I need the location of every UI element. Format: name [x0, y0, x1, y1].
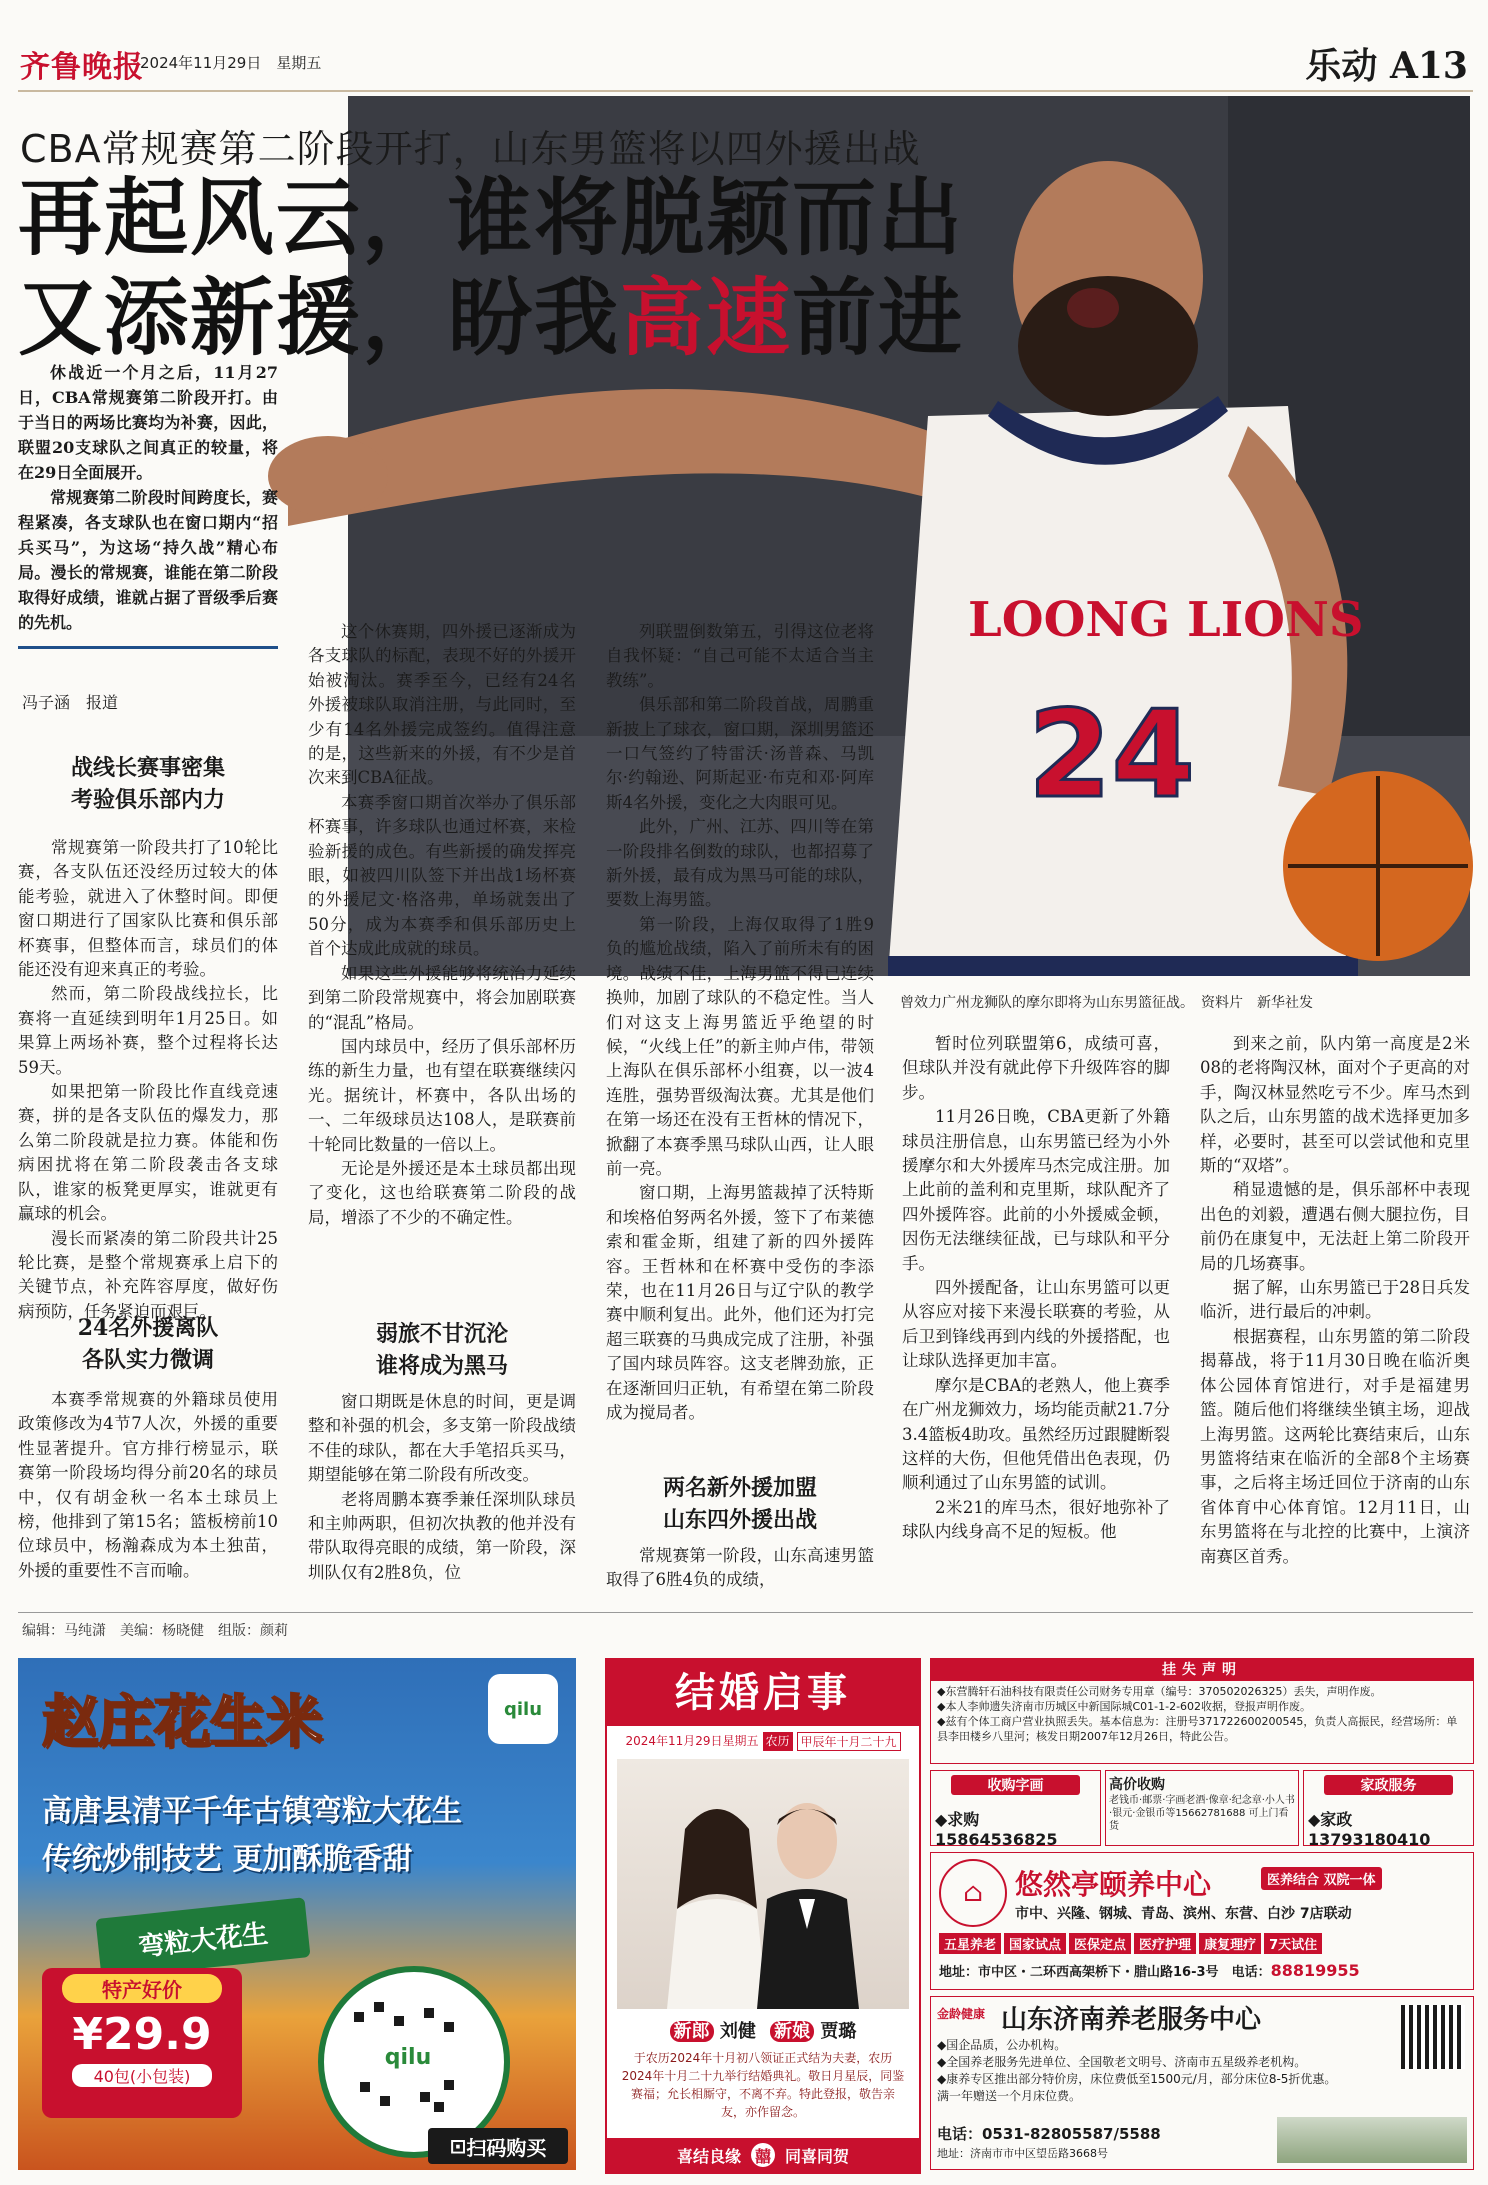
- section-heading-2: [18, 1312, 278, 1376]
- lost-notice-body: [931, 1681, 1473, 1747]
- couple-illustration: [617, 1759, 909, 2009]
- column-3: [606, 620, 874, 1458]
- qr-pattern: [324, 1972, 492, 2140]
- couple-photo: [617, 1759, 909, 2009]
- collect2-panel: [1105, 1770, 1299, 1846]
- collect-panel: [930, 1770, 1101, 1849]
- wedding-date: 2024年11月29日星期五: [625, 1734, 759, 1748]
- wedding-date-row: [607, 1732, 919, 1751]
- headline-part-a: 又添新援，盼我: [18, 268, 621, 367]
- classifieds: [930, 1658, 1474, 2170]
- headline-part-red: 高速: [620, 268, 793, 367]
- jinan-name: 山东济南养老服务中心: [1001, 2005, 1262, 2035]
- peanut-line1: 高唐县清平千年古镇弯粒大花生: [42, 1794, 462, 1829]
- pack-size: 40包(小包装): [72, 2064, 212, 2087]
- date-text: 2024年11月29日: [140, 54, 262, 72]
- photo-caption: 曾效力广州龙狮队的摩尔即将为山东男篮征战。 资料片 新华社发: [900, 995, 1313, 1011]
- wedding-text: 于农历2024年十月初八领证正式结为夫妻，农历2024年十月二十九举行结婚典礼。敬日月星辰，同鉴赛福；允长相厮守，不离不弃。特此登报，敬告亲友，亦作留念。: [621, 2051, 905, 2119]
- editors-credit: 编辑：马纯潇 美编：杨晓健 组版：颜莉: [22, 1623, 288, 1639]
- col1-p3: 如果把第一阶段比作直线竞速赛，拼的是各支队伍的爆发力，那么第二阶段就是拉力赛。体能和伤病困扰将在第二阶段袭击各支球队，谁家的板凳更厚实，谁就更有赢球的机会。: [18, 1082, 278, 1224]
- wedding-title: 结婚启事: [607, 1660, 919, 1726]
- column-1: [18, 836, 278, 1321]
- section-1-line1: 战线长赛事密集: [70, 755, 225, 781]
- lead-p2: 常规赛第二阶段时间跨度长，赛程紧凑，各支球队也在窗口期内“招兵买马”，为这场“持久战”精心布局。漫长的常规赛，谁能在第二阶段取得好成绩，谁就占据了晋级季后赛的先机。: [18, 488, 278, 632]
- groom-label: 新郎: [670, 2021, 714, 2042]
- qilu-logo: qilu: [488, 1674, 558, 1744]
- youran-ad: [930, 1852, 1474, 1990]
- collect-phone: ◆求购15864536825: [935, 1810, 1058, 1849]
- col3-p5: 窗口期，上海男篮裁掉了沃特斯和埃格伯努两名外援，签下了布莱德索和霍金斯，组建了新的四外援阵容。王哲林和在杯赛中受伤的李添荣，也在11月26日与辽宁队的教学赛中顺利复出。此外，他们还为打完超三联赛的马典成完成了注册，补强了国内球员阵容。这支老牌劲旅，正在逐渐回归正轨，有希望在第二阶段成为搅局者。: [606, 1183, 874, 1422]
- col2b-p1: 窗口期既是休息的时间，更是调整和补强的机会，多支第一阶段战绩不佳的球队，都在大手笔招兵买马，期望能够在第二阶段有所改变。: [308, 1392, 576, 1485]
- lost-notice-title: 挂失声明: [931, 1659, 1473, 1681]
- footer-rule: [18, 1612, 1473, 1613]
- service-row: [930, 1770, 1474, 1849]
- jinan-line-2: ◆全国养老服务先进单位、全国敬老文明号、济南市五星级养老机构。: [937, 2055, 1307, 2069]
- col3-p3: 此外，广州、江苏、四川等在第一阶段排名倒数的球队，也都招募了新外援，最有成为黑马可能的球队，要数上海男篮。: [606, 817, 874, 910]
- badge-1: 五星养老: [939, 1933, 1001, 1954]
- wedding-footer: [607, 2138, 919, 2172]
- collect2-title: 高价收购: [1109, 1777, 1166, 1793]
- home-service-phone: ◆家政13793180410: [1307, 1810, 1431, 1849]
- section-3-line1: 弱旅不甘沉沦: [375, 1321, 508, 1347]
- headline-part-b: 前进: [792, 268, 965, 367]
- headline-line1: 再起风云，谁将脱颖而出: [18, 168, 965, 267]
- price-tag: [42, 1968, 242, 2118]
- double-happiness-icon: 囍: [751, 2143, 775, 2167]
- lunar-date: 甲辰年十月二十九: [797, 1732, 901, 1751]
- peanut-ad[interactable]: [18, 1658, 576, 2170]
- peanut-brand: 赵庄花生米: [42, 1689, 322, 1755]
- subheadline: CBA常规赛第二阶段开打，山东男篮将以四外援出战: [20, 127, 921, 171]
- notice-line-2: ◆本人李帅遗失济南市历城区中新国际城C01-1-2-602收据，登报声明作废。: [937, 1700, 1312, 1713]
- section-4-line1: 两名新外援加盟: [662, 1475, 817, 1501]
- pavilion-icon: ⌂: [939, 1859, 1007, 1927]
- jinan-phone: 电话：0531-82805587/5588: [937, 2125, 1161, 2143]
- lead-rule: [18, 646, 278, 649]
- lost-notice: [930, 1658, 1474, 1764]
- weekday-text: 星期五: [276, 54, 322, 72]
- col4-p2: 11月26日晚，CBA更新了外籍球员注册信息，山东男篮已经为小外援摩尔和大外援库马杰完成注册。加上此前的盖利和克里斯，球队配齐了四外援阵容。此前的小外援威金顿，因伤无法继续征战，已与球队和平分手。: [902, 1107, 1170, 1273]
- badge-5: 康复理疗: [1199, 1933, 1261, 1954]
- section-3-line2: 谁将成为黑马: [375, 1353, 508, 1379]
- couple-names: [607, 2017, 919, 2043]
- wedding-notice: [605, 1658, 921, 2174]
- col5-p4: 根据赛程，山东男篮的第二阶段揭幕战，将于11月30日晚在临沂奥体公园体育馆进行，对手是福建男篮。随后他们将继续坐镇主场，迎战上海男篮。这两轮比赛结束后，山东男篮将结束在临沂的全部8个主场赛事，之后将主场迁回位于济南的山东省体育中心体育馆。12月11日，山东男篮将在与北控的比赛中，上演济南赛区首秀。: [1200, 1326, 1470, 1566]
- collect-title: 收购字画: [951, 1775, 1080, 1795]
- col3-p4: 第一阶段，上海仅取得了1胜9负的尴尬战绩，陷入了前所未有的困境。战绩不佳，上海男篮不得已连续换帅，加剧了球队的不稳定性。当人们对这支上海男篮近乎绝望的时候，“火线上任”的新主帅卢伟，带领上海队在俱乐部杯小组赛，以一波4连胜，强势晋级淘汰赛。尤其是他们在第一场还在没有王哲林的情况下，掀翻了本赛季黑马球队山西，让人眼前一亮。: [606, 914, 874, 1178]
- col3-p1: 列联盟倒数第五，引得这位老将自我怀疑：“自己可能不太适合当主教练”。: [606, 622, 874, 690]
- bride-name: 贾璐: [820, 2021, 857, 2042]
- col3-p2: 俱乐部和第二阶段首战，周鹏重新披上了球衣，窗口期，深圳男篮还一口气签约了特雷沃·汤普森、马凯尔·约翰逊、阿斯起亚·布克和邓·阿库斯4名外援，变化之大肉眼可见。: [606, 695, 874, 812]
- section-heading-4: [606, 1472, 874, 1536]
- col1-p2: 然而，第二阶段战线拉长，比赛将一直延续到明年1月25日。如果算上两场补赛，整个过程将长达59天。: [18, 984, 278, 1077]
- col2-p2: 本赛季窗口期首次举办了俱乐部杯赛事，许多球队也通过杯赛，来检验新援的成色。有些新援的确发挥亮眼，如被四川队签下并出战1场杯赛的外援尼文·格洛弗，单场就轰出了50分，成为本赛季和俱乐部历史上首个达成此成就的球员。: [308, 792, 576, 959]
- col1-p1: 常规赛第一阶段共打了10轮比赛，各支队伍还没经历过较大的体能考验，就进入了休整时间。即便窗口期进行了国家队比赛和俱乐部杯赛事，但整体而言，球员们的体能还没有迎来真正的考验。: [18, 838, 278, 980]
- masthead-date: [140, 52, 321, 73]
- section-2-line2: 各队实力微调: [81, 1347, 214, 1373]
- col4-p4: 摩尔是CBA的老熟人，他上赛季在广州龙狮效力，场均能贡献21.7分3.4篮板4助攻。虽然经历过跟腱断裂这样的大伤，但他凭借出色表现，仍顺利通过了山东男篮的试训。: [902, 1375, 1170, 1493]
- jersey-text: LOONG LIONS: [968, 592, 1364, 648]
- youran-contact: [939, 1961, 1360, 1980]
- jinan-brand: 金龄健康: [937, 2007, 986, 2021]
- col1b-p1: 本赛季常规赛的外籍球员使用政策修改为4节7人次，外援的重要性显著提升。官方排行榜显示，联赛第一阶段场均得分前20名的球员中，仅有胡金秋一名本土球员上榜，他排到了第15名；篮板榜前10位球员中，杨瀚森成为本土独苗，外援的重要性不言而喻。: [18, 1390, 278, 1580]
- col5-p3: 据了解，山东男篮已于28日兵发临沂，进行最后的冲刺。: [1200, 1278, 1470, 1322]
- column-2: [308, 620, 576, 1300]
- scan-label: 扫码购买: [466, 2135, 547, 2160]
- scan-icon: ⊡: [449, 2134, 467, 2158]
- youran-addr: 地址：市中区・二环西高架桥下・腊山路16-3号: [939, 1965, 1219, 1980]
- column-2b: [308, 1390, 576, 1590]
- masthead-rule: [18, 90, 1473, 92]
- peanut-line2: 传统炒制技艺 更加酥脆香甜: [42, 1842, 413, 1877]
- bride-label: 新娘: [770, 2021, 814, 2042]
- column-4: [902, 1032, 1170, 1594]
- groom-name: 刘健: [719, 2021, 756, 2042]
- col3b-p1: 常规赛第一阶段，山东高速男篮取得了6胜4负的成绩，: [606, 1546, 874, 1590]
- column-1b: [18, 1388, 278, 1588]
- youran-cities: 市中、兴隆、钢城、青岛、滨州、东营、白沙 7店联动: [1015, 1906, 1352, 1922]
- notice-line-1: ◆东营腾轩石油科技有限责任公司财务专用章（编号：370502026325）丢失，声明作废。: [937, 1685, 1382, 1698]
- col2b-p2: 老将周鹏本赛季兼任深圳队球员和主帅两职，但初次执教的他并没有带队取得亮眼的成绩，第一阶段，深圳队仅有2胜8负，位: [308, 1489, 576, 1582]
- home-service-title: 家政服务: [1324, 1775, 1453, 1795]
- jinan-line-1: ◆国企品质，公办机构。: [937, 2038, 1067, 2052]
- column-3b: [606, 1544, 874, 1594]
- col5-p1: 到来之前，队内第一高度是2米08的老将陶汉林，面对个子更高的对手，陶汉林显然吃亏不少。库马杰到队之后，山东男篮的战术选择更加多样，必要时，甚至可以尝试他和克里斯的“双塔”。: [1200, 1034, 1470, 1176]
- col4-p5: 2米21的库马杰，很好地弥补了球队内线身高不足的短板。他: [902, 1497, 1170, 1542]
- price-value: ¥29.9: [72, 2009, 212, 2060]
- section-label: 乐动 A13: [1305, 45, 1468, 87]
- byline: 冯子涵 报道: [22, 693, 119, 712]
- building-photo: [1277, 2117, 1467, 2163]
- headline-line2: [18, 268, 965, 367]
- lunar-label: 农历: [763, 1732, 793, 1751]
- jinan-line-3: ◆康养专区推出部分特价房，床位费低至1500元/月，部分床位8-5折优惠。: [937, 2072, 1337, 2086]
- section-heading-3: [308, 1318, 576, 1382]
- section-4-line2: 山东四外援出战: [662, 1507, 817, 1533]
- col2-p4: 国内球员中，经历了俱乐部杯历练的新生力量，也有望在联赛继续闪光。据统计，杯赛中，各队出场的一、二年级球员达108人，是联赛前十轮同比数量的一倍以上。: [308, 1036, 576, 1154]
- badge-6: 7天试住: [1264, 1933, 1322, 1954]
- footer-left: 喜结良缘: [676, 2146, 741, 2166]
- qr-logo-text: qilu: [384, 2045, 432, 2070]
- jinan-elderly-ad: [930, 1996, 1474, 2170]
- col2-p5: 无论是外援还是本土球员都出现了变化，这也给联赛第二阶段的战局，增添了不少的不确定性。: [308, 1158, 576, 1227]
- jinan-body: [937, 2037, 1357, 2105]
- badge-4: 医疗护理: [1134, 1933, 1196, 1954]
- masthead-logo: 齐鲁晚报: [20, 50, 144, 85]
- col2-p1: 这个休赛期，四外援已逐渐成为各支球队的标配，表现不好的外援开始被淘汰。赛季至今，已经有24名外援被球队取消注册，与此同时，至少有14名外援完成签约。值得注意的是，这些新来的外援，有不少是首次来到CBA征战。: [308, 622, 576, 788]
- section-2-line1: 24名外援离队: [77, 1315, 219, 1341]
- jinan-qr-code[interactable]: [1401, 2005, 1465, 2069]
- home-service-panel: [1303, 1770, 1474, 1849]
- column-5: [1200, 1032, 1470, 1594]
- badge-2: 国家试点: [1004, 1933, 1066, 1954]
- col4-p1: 暂时位列联盟第6，成绩可喜，但球队并没有就此停下升级阵容的脚步。: [902, 1034, 1170, 1102]
- jersey-number: 24: [1028, 686, 1195, 825]
- deal-label: 特产好价: [62, 1974, 222, 2003]
- youran-name: 悠然亭颐养中心: [1015, 1868, 1212, 1901]
- jinan-addr: 地址：济南市市中区望岳路3668号: [937, 2147, 1108, 2160]
- lead-p1: 休战近一个月之后，11月27日，CBA常规赛第二阶段开打。由于当日的两场比赛均为补赛，因此，联盟20支球队之间真正的较量，将在29日全面展开。: [18, 363, 278, 482]
- scan-to-buy-button[interactable]: [428, 2128, 568, 2164]
- col4-p3: 四外援配备，让山东男篮可以更从容应对接下来漫长联赛的考验，从后卫到锋线再到内线的外援搭配，也让球队选择更加丰富。: [902, 1278, 1170, 1371]
- notice-line-3: ◆兹有个体工商户营业执照丢失。基本信息为：注册号371722600200545，负责人高振民，经营场所：单县李田楼乡八里河；核发日期2007年12月26日，特此公告。: [937, 1715, 1458, 1743]
- peanut-package: 弯粒大花生: [95, 1897, 310, 1979]
- col5-p2: 稍显遗憾的是，俱乐部杯中表现出色的刘毅，遭遇右侧大腿拉伤，目前仍在康复中，无法赶上第二阶段开局的几场赛事。: [1200, 1180, 1470, 1273]
- col2-p3: 如果这些外援能够将统治力延续到第二阶段常规赛中，将会加剧联赛的“混乱”格局。: [308, 963, 576, 1032]
- jinan-promo: 满一年赠送一个月床位费。: [937, 2089, 1082, 2103]
- col1-p4: 漫长而紧凑的第二阶段共计25轮比赛，是整个常规赛承上启下的关键节点，补充阵容厚度，做好伤病预防，任务紧迫而艰巨。: [18, 1228, 278, 1321]
- collect2-text: 老钱币·邮票·字画老酒·像章·纪念章·小人书·银元·金银币等15662781688 可上门看货: [1109, 1795, 1295, 1832]
- section-heading-1: [18, 752, 278, 816]
- youran-badges: [939, 1933, 1322, 1954]
- youran-phone-label: 电话：: [1231, 1965, 1271, 1980]
- lead-paragraph: [18, 360, 278, 635]
- section-1-line2: 考验俱乐部内力: [70, 787, 225, 813]
- youran-phone: 88819955: [1270, 1961, 1360, 1980]
- badge-3: 医保定点: [1069, 1933, 1131, 1954]
- footer-right: 同喜同贺: [785, 2146, 850, 2166]
- youran-tag: 医养结合 双院一体: [1261, 1867, 1382, 1890]
